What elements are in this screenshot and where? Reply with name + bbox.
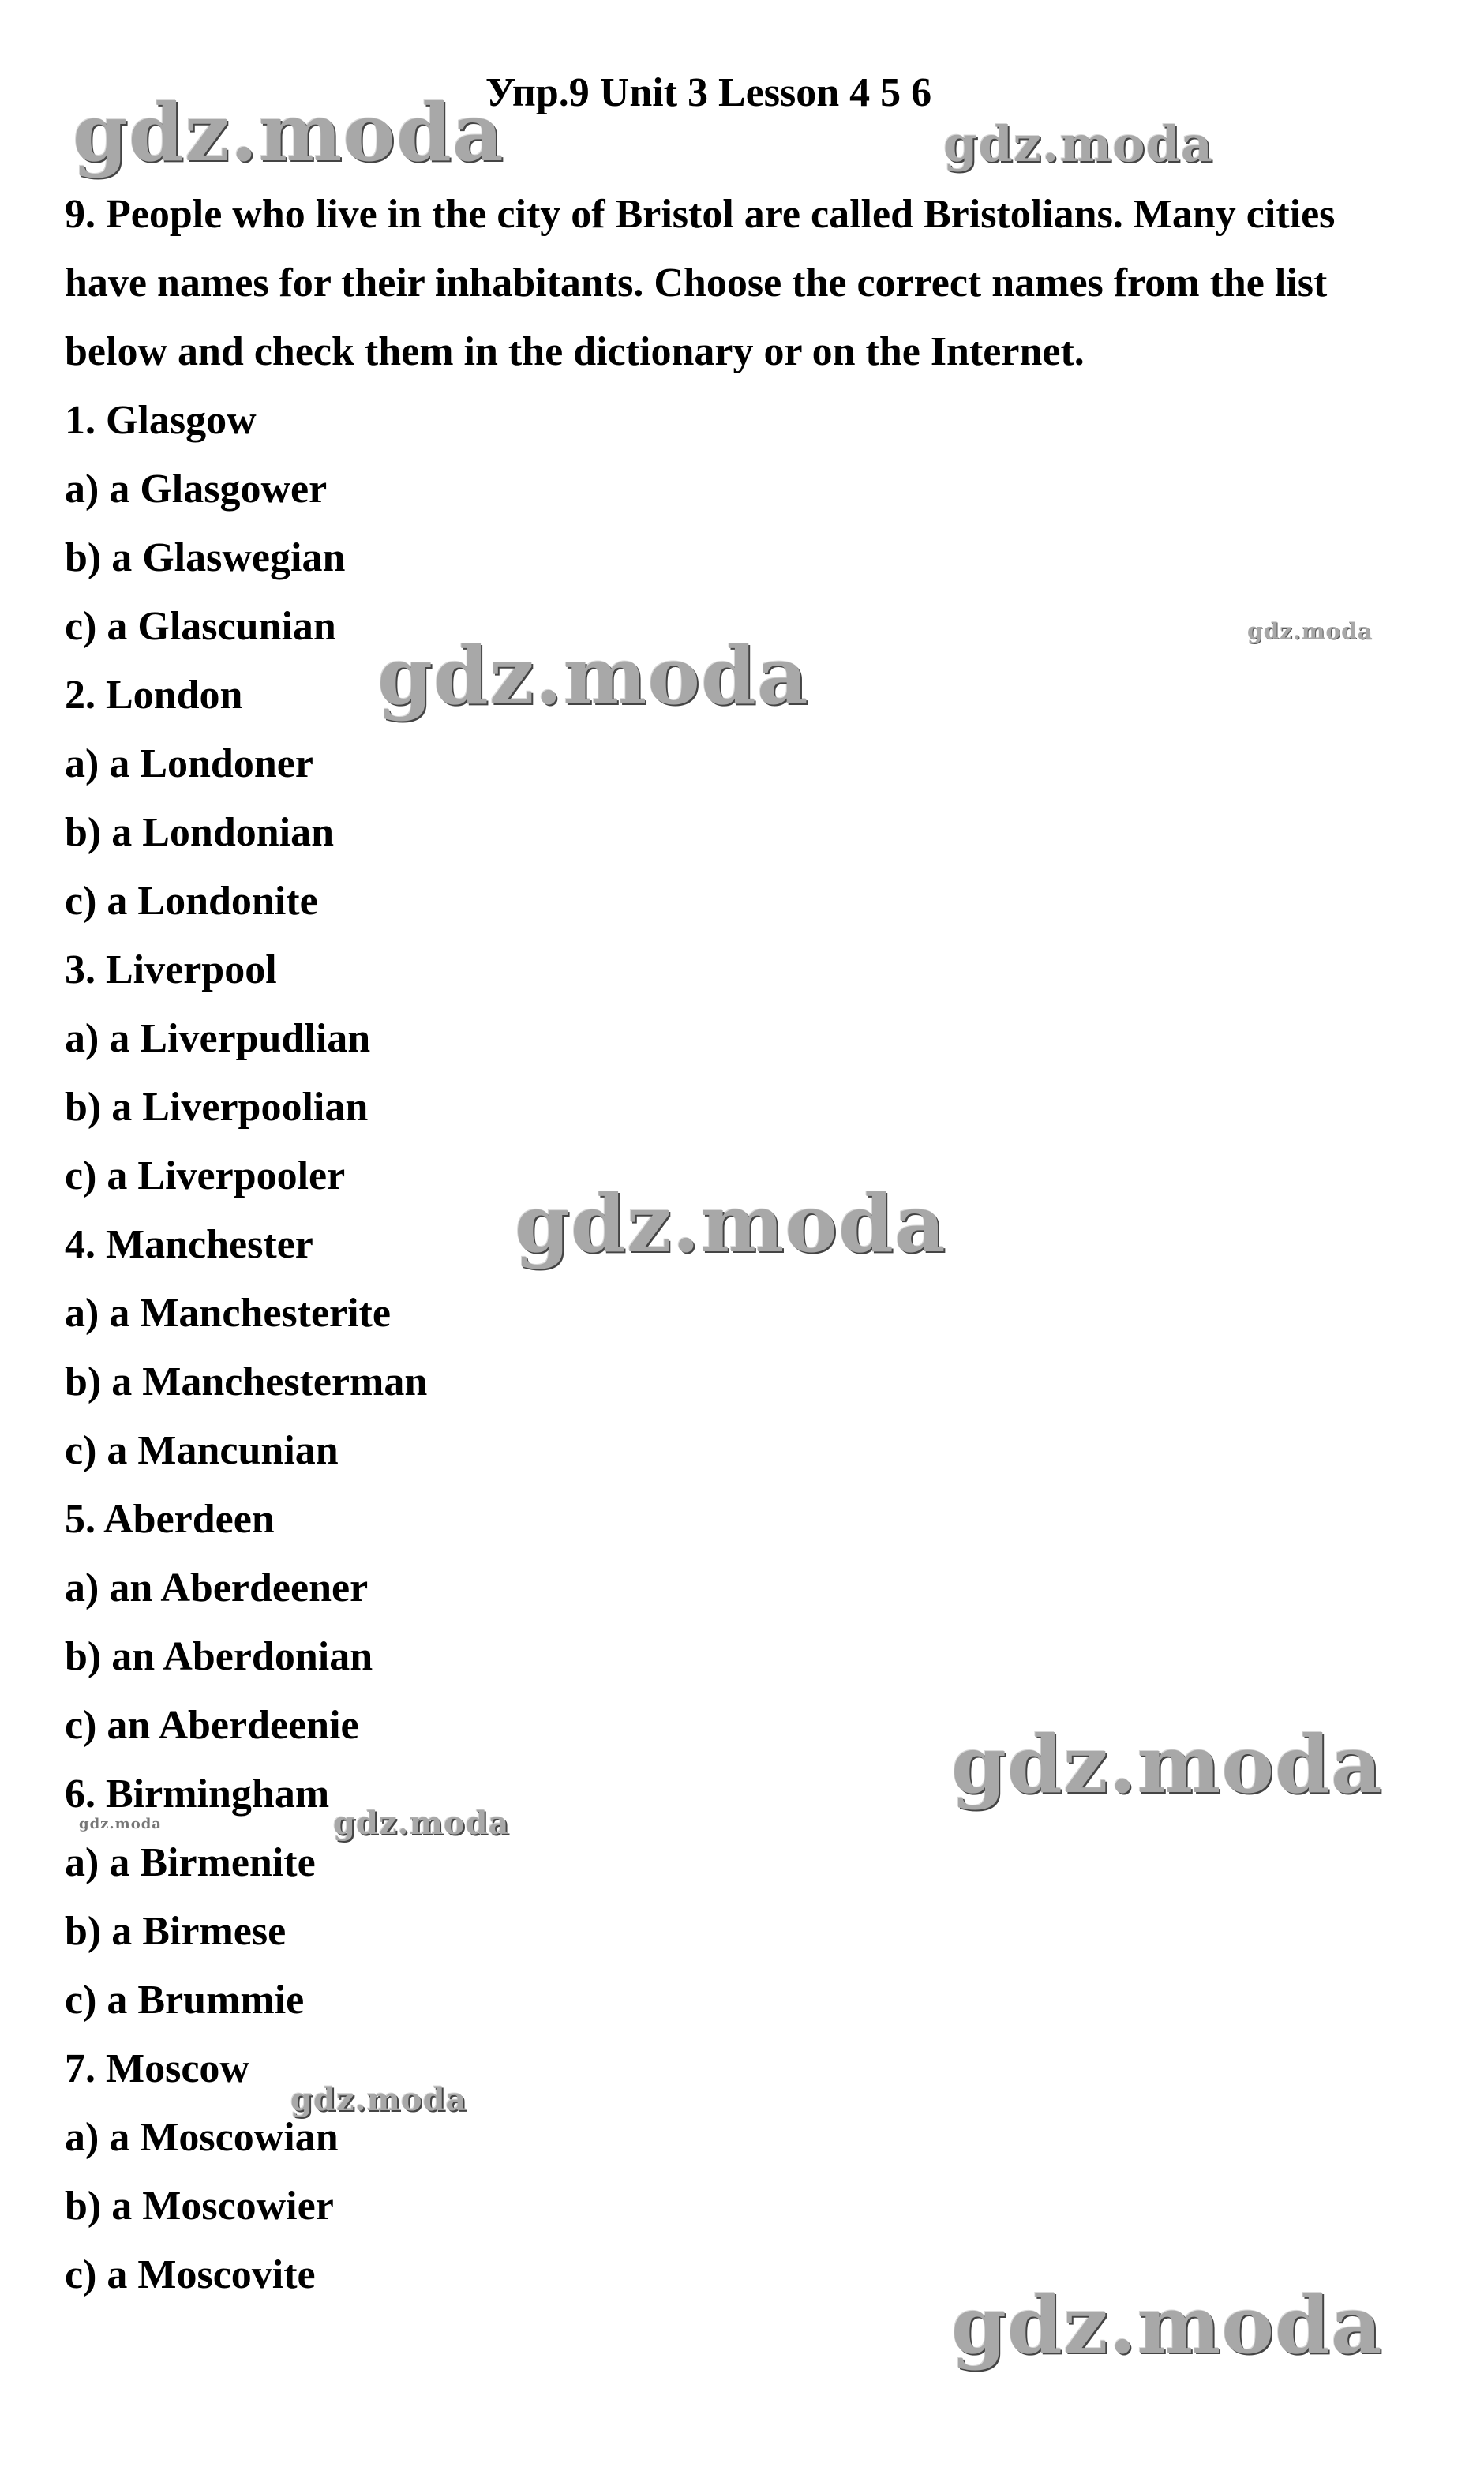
answer-option: c) an Aberdeenie (65, 1703, 359, 1748)
answer-option: c) a Moscovite (65, 2252, 316, 2297)
answer-option: c) a Brummie (65, 1978, 305, 2023)
answer-option: b) an Aberdonian (65, 1634, 373, 1679)
question-city: 1. Glasgow (65, 398, 257, 443)
answer-option: c) a Glascunian (65, 604, 336, 649)
answer-option: b) a Glaswegian (65, 535, 346, 580)
watermark-logo: gdz.moda (515, 1177, 946, 1270)
watermark-logo: gdz.moda (951, 1718, 1383, 1811)
question-city: 5. Aberdeen (65, 1497, 275, 1542)
answer-option: b) a Birmese (65, 1909, 287, 1954)
watermark-logo: gdz.moda (1247, 618, 1373, 644)
watermark-logo: gdz.moda (333, 1805, 510, 1842)
question-7 (65, 2034, 1422, 2309)
answer-option: b) a Moscowier (65, 2184, 334, 2229)
question-city: 7. Moscow (65, 2046, 249, 2091)
answer-option: a) a Birmenite (65, 1840, 316, 1885)
answer-option: b) a Liverpoolian (65, 1085, 369, 1130)
answer-option: a) a Glasgower (65, 467, 328, 512)
answer-option: a) a Manchesterite (65, 1291, 391, 1336)
answer-option: b) a Manchesterman (65, 1359, 428, 1404)
question-city: 2. London (65, 673, 243, 718)
question-3 (65, 936, 1422, 1210)
question-city: 3. Liverpool (65, 947, 277, 992)
answer-option: c) a Liverpooler (65, 1153, 346, 1198)
question-1 (65, 386, 1422, 661)
question-city: 4. Manchester (65, 1222, 313, 1267)
watermark-logo: gdz.moda (79, 1816, 162, 1832)
answer-option: b) a Londonian (65, 810, 335, 855)
answer-option: a) a Moscowian (65, 2115, 339, 2160)
watermark-logo: gdz.moda (951, 2278, 1383, 2372)
answer-option: a) a Londoner (65, 741, 313, 786)
question-city: 6. Birmingham (65, 1772, 330, 1817)
answer-option: a) a Liverpudlian (65, 1016, 371, 1061)
page-title: Упр.9 Unit 3 Lesson 4 5 6 (485, 70, 932, 115)
exercise-instructions: 9. People who live in the city of Bristol are called Bristolians. Many cities have names for their inhabitants. Choose the correct names from the list below and check them in the dictionary or on the Internet. (65, 192, 1336, 374)
answer-option: c) a Londonite (65, 879, 318, 924)
watermark-logo: gdz.moda (73, 86, 504, 179)
answer-option: c) a Mancunian (65, 1428, 339, 1473)
answer-option: a) an Aberdeener (65, 1565, 369, 1610)
watermark-logo: gdz.moda (377, 629, 809, 722)
watermark-logo: gdz.moda (943, 115, 1213, 173)
watermark-logo: gdz.moda (290, 2081, 467, 2118)
